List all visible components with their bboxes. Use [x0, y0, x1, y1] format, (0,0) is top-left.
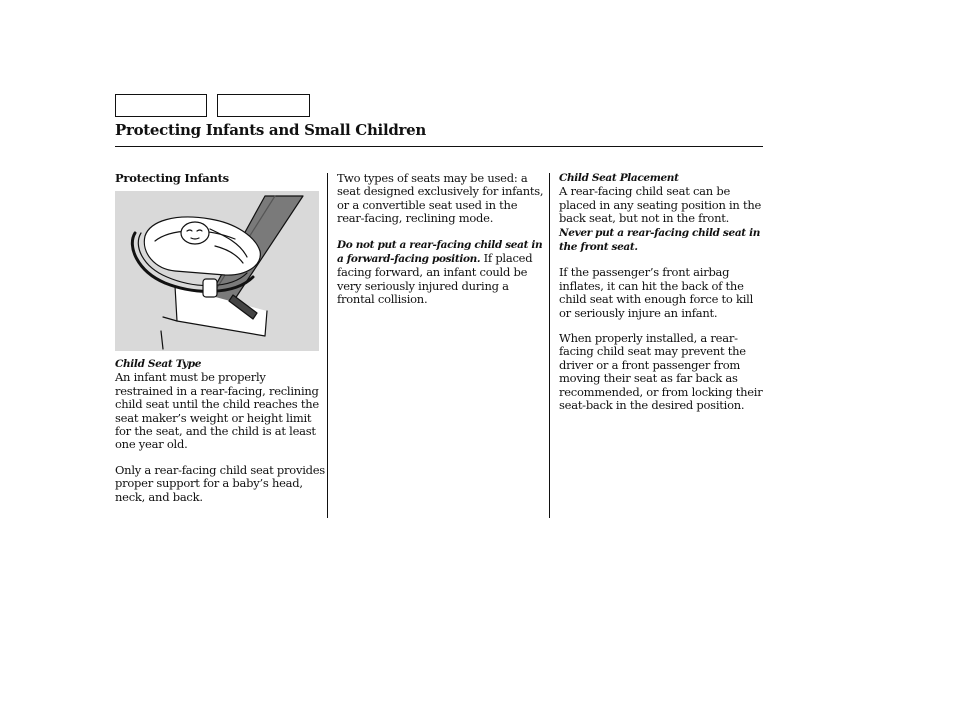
forward-facing-warning-text: If placed facing forward, an infant could be very seriously injured during a frontal collision.	[337, 251, 533, 307]
nav-tab-box-2[interactable]	[217, 94, 310, 117]
placement-paragraph-3: When properly installed, a rear-facing child seat may prevent the driver or a front passenger from moving their seat as far back as recommended, or from locking their seat-back in the desired position.	[559, 331, 763, 413]
infant-seat-drawing	[115, 191, 319, 351]
placement-paragraph-1-text: A rear-facing child seat can be placed in any seating position in the back seat, but not in the front.	[559, 184, 762, 226]
placement-paragraph-1-bold: Never put a rear-facing child seat in the front seat.	[559, 226, 761, 254]
section-heading: Protecting Infants	[115, 171, 229, 185]
column-3	[559, 172, 765, 413]
infant-seat-illustration	[115, 191, 319, 351]
column-divider-2	[549, 173, 550, 518]
page-title: Protecting Infants and Small Children	[115, 121, 426, 139]
column-2	[337, 172, 547, 307]
forward-facing-warning-bold: Do not put a rear-facing child seat in a forward-facing position.	[337, 238, 543, 266]
child-seat-type-paragraph-1: An infant must be properly restrained in a rear-facing, reclining child seat until the child reaches the seat maker’s weight or height limit for the seat, and the child is at least one year old.	[115, 370, 319, 452]
nav-tab-box-1[interactable]	[115, 94, 207, 117]
column-divider-1	[327, 173, 328, 518]
column-1	[115, 172, 325, 185]
child-seat-type-paragraph-2: Only a rear-facing child seat provides proper support for a baby’s head, neck, and back.	[115, 462, 325, 504]
forward-facing-warning	[337, 238, 547, 307]
column-1-body	[115, 358, 325, 504]
placement-paragraph-1	[559, 185, 765, 254]
title-divider	[115, 146, 763, 147]
placement-paragraph-2: If the passenger’s front airbag inflates, it can hit the back of the child seat with enough force to kill or seriously injure an infant.	[559, 265, 754, 320]
child-seat-type-heading: Child Seat Type	[115, 358, 202, 370]
seat-types-paragraph: Two types of seats may be used: a seat designed exclusively for infants, or a convertible seat used in the rear-facing, reclining mode.	[337, 171, 544, 226]
child-seat-placement-heading: Child Seat Placement	[559, 172, 679, 184]
